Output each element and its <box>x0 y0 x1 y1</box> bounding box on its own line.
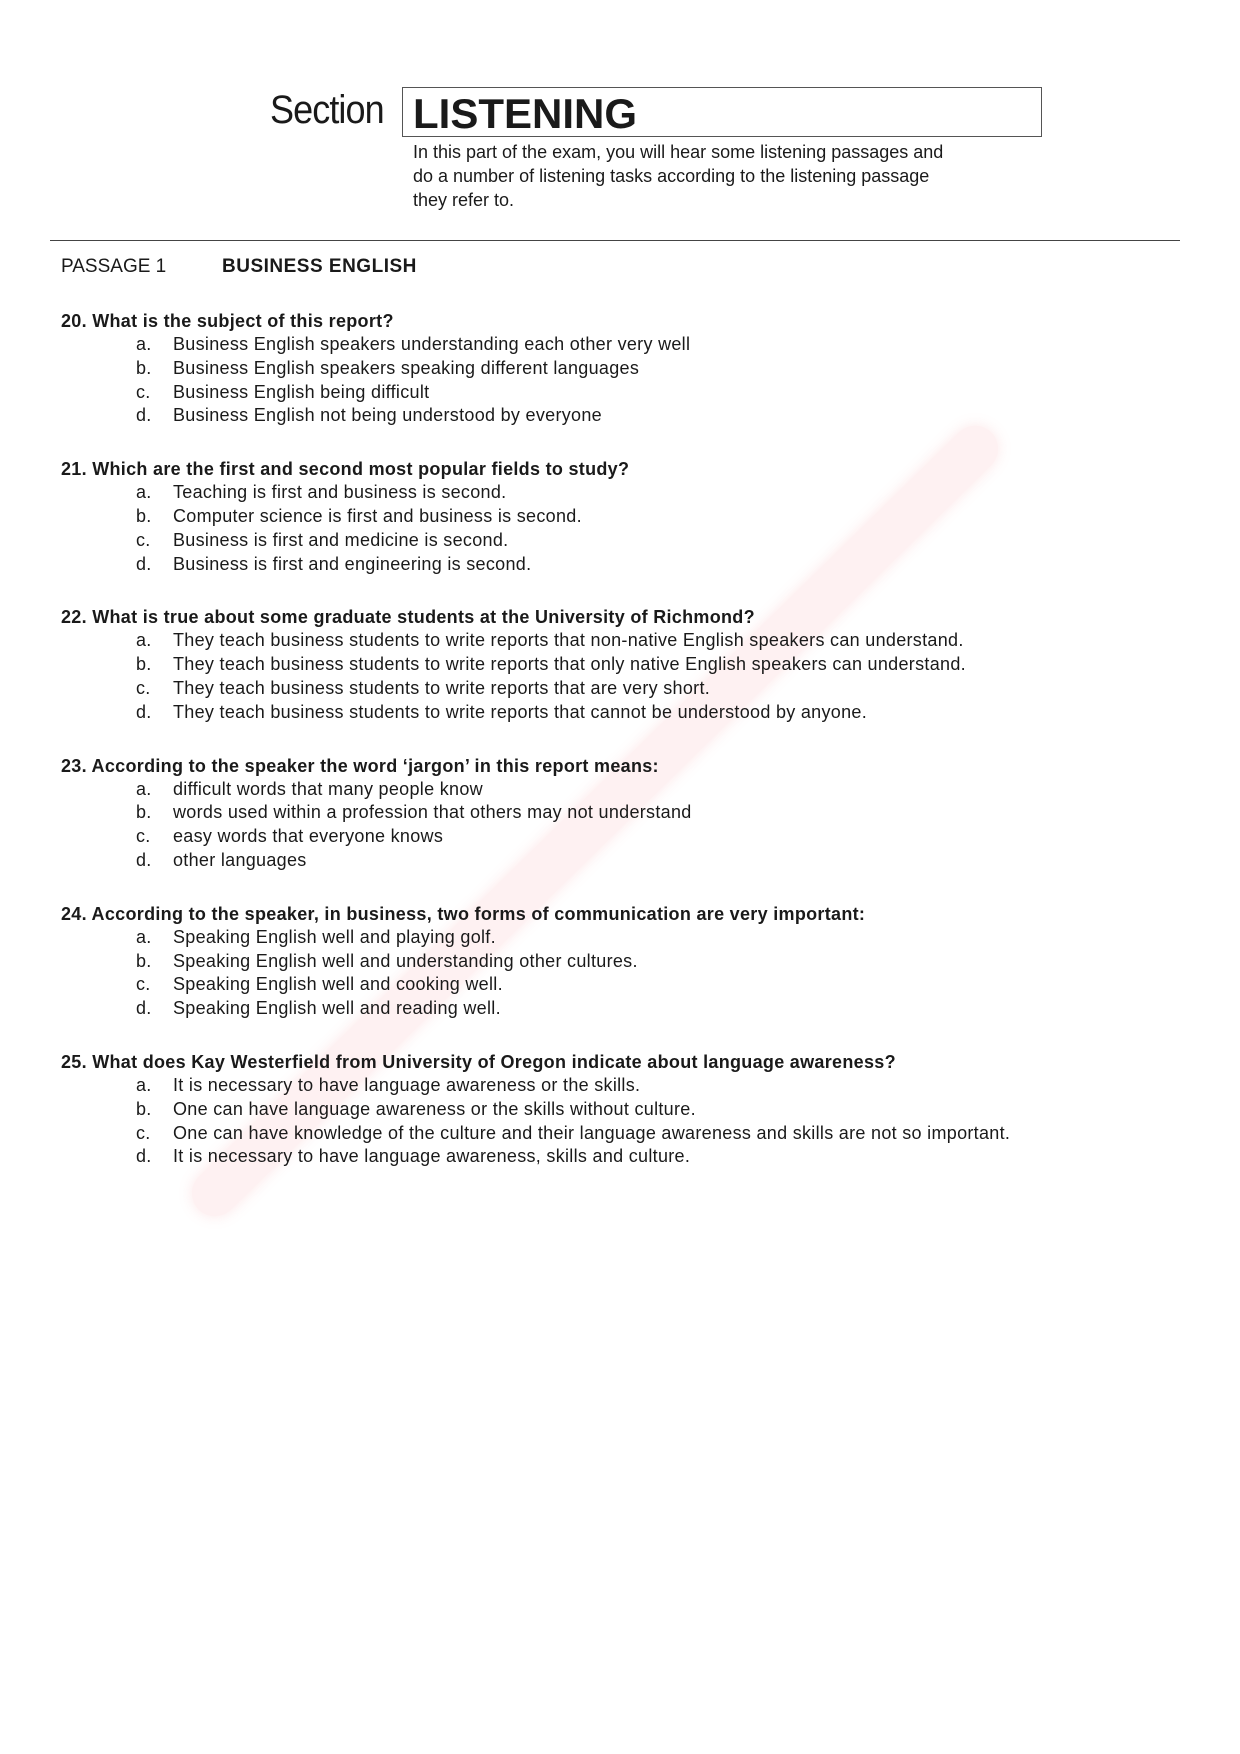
section-label: Section <box>270 88 384 132</box>
question-text: 22. What is true about some graduate students at the University of Richmond? <box>61 607 755 628</box>
option-text: Speaking English well and understanding other cultures. <box>173 950 638 971</box>
question-text: 23. According to the speaker the word ‘jargon’ in this report means: <box>61 755 659 776</box>
question <box>61 1050 1211 1169</box>
option-letter: a. <box>136 1074 152 1095</box>
option-text: It is necessary to have language awareness or the skills. <box>173 1074 641 1095</box>
option-letter: d. <box>136 701 152 722</box>
answer-option <box>61 997 1211 1021</box>
option-letter: b. <box>136 802 152 823</box>
option-text: Business English not being understood by everyone <box>173 405 602 426</box>
option-letter: b. <box>136 654 152 675</box>
option-letter: d. <box>136 553 152 574</box>
answer-option <box>61 825 1211 849</box>
answer-option <box>61 778 1211 802</box>
option-text: Speaking English well and cooking well. <box>173 974 503 995</box>
question-text: 24. According to the speaker, in business, two forms of communication are very important: <box>61 903 866 924</box>
answer-option <box>61 653 1211 677</box>
intro-line: they refer to. <box>413 190 515 210</box>
answer-option <box>61 701 1211 725</box>
answer-option <box>61 404 1211 428</box>
option-text: They teach business students to write reports that cannot be understood by anyone. <box>173 701 868 722</box>
option-letter: b. <box>136 505 152 526</box>
option-letter: a. <box>136 334 152 354</box>
option-letter: c. <box>136 974 151 995</box>
question <box>61 902 1211 1021</box>
section-title-box <box>402 87 1042 137</box>
option-letter: a. <box>136 630 152 651</box>
option-text: other languages <box>173 849 307 870</box>
answer-option <box>61 849 1211 873</box>
option-text: Speaking English well and playing golf. <box>173 926 496 947</box>
answer-option <box>61 950 1211 974</box>
option-text: One can have language awareness or the skills without culture. <box>173 1098 696 1119</box>
question-list <box>61 309 1211 1198</box>
answer-option <box>61 801 1211 825</box>
option-text: Business is first and medicine is second. <box>173 529 509 550</box>
answer-option <box>61 1074 1211 1098</box>
intro-line: In this part of the exam, you will hear some listening passages and <box>413 142 944 162</box>
option-text: easy words that everyone knows <box>173 826 444 847</box>
section-intro <box>413 140 1053 212</box>
option-text: It is necessary to have language awareness, skills and culture. <box>173 1146 691 1167</box>
option-text: They teach business students to write reports that only native English speakers can understand. <box>173 654 966 675</box>
answer-option <box>61 505 1211 529</box>
answer-option <box>61 973 1211 997</box>
question <box>61 605 1211 724</box>
option-letter: a. <box>136 482 152 503</box>
answer-option <box>61 677 1211 701</box>
passage-title: BUSINESS ENGLISH <box>222 256 417 277</box>
option-letter: c. <box>136 826 151 847</box>
option-letter: a. <box>136 778 152 799</box>
answer-option <box>61 1122 1211 1146</box>
passage-label: PASSAGE 1 <box>61 256 167 277</box>
option-text: Computer science is first and business is second. <box>173 505 582 526</box>
option-text: Business English being difficult <box>173 381 430 402</box>
option-letter: d. <box>136 849 152 870</box>
divider <box>50 240 1180 241</box>
option-text: Teaching is first and business is second. <box>173 482 507 503</box>
question-text: 20. What is the subject of this report? <box>61 311 394 331</box>
option-letter: a. <box>136 926 152 947</box>
option-letter: b. <box>136 950 152 971</box>
section-title: LISTENING <box>413 90 638 137</box>
option-text: words used within a profession that others may not understand <box>173 802 692 823</box>
option-text: They teach business students to write reports that are very short. <box>173 677 711 698</box>
question <box>61 457 1211 576</box>
option-letter: c. <box>136 381 151 402</box>
question <box>61 754 1211 873</box>
answer-option <box>61 1098 1211 1122</box>
answer-option <box>61 553 1211 577</box>
question-text: 21. Which are the first and second most popular fields to study? <box>61 459 630 480</box>
option-letter: c. <box>136 677 151 698</box>
answer-option <box>61 333 1211 357</box>
option-text: difficult words that many people know <box>173 778 483 799</box>
option-text: Speaking English well and reading well. <box>173 998 501 1019</box>
answer-option <box>61 381 1211 405</box>
option-letter: d. <box>136 1146 152 1167</box>
question-text: 25. What does Kay Westerfield from University of Oregon indicate about language awareness? <box>61 1051 896 1072</box>
option-letter: b. <box>136 1098 152 1119</box>
answer-option <box>61 1145 1211 1169</box>
option-letter: c. <box>136 529 151 550</box>
option-letter: d. <box>136 998 152 1019</box>
question <box>61 309 1211 428</box>
answer-option <box>61 481 1211 505</box>
option-letter: c. <box>136 1122 151 1143</box>
answer-option <box>61 926 1211 950</box>
answer-option <box>61 357 1211 381</box>
option-letter: d. <box>136 405 152 426</box>
option-letter: b. <box>136 357 152 378</box>
option-text: Business English speakers speaking different languages <box>173 357 640 378</box>
option-text: One can have knowledge of the culture and their language awareness and skills are not so important. <box>173 1122 1011 1143</box>
intro-line: do a number of listening tasks according to the listening passage <box>413 166 930 186</box>
option-text: They teach business students to write reports that non-native English speakers can understand. <box>173 630 964 651</box>
option-text: Business is first and engineering is second. <box>173 553 532 574</box>
option-text: Business English speakers understanding each other very well <box>173 334 691 354</box>
answer-option <box>61 629 1211 653</box>
answer-option <box>61 529 1211 553</box>
